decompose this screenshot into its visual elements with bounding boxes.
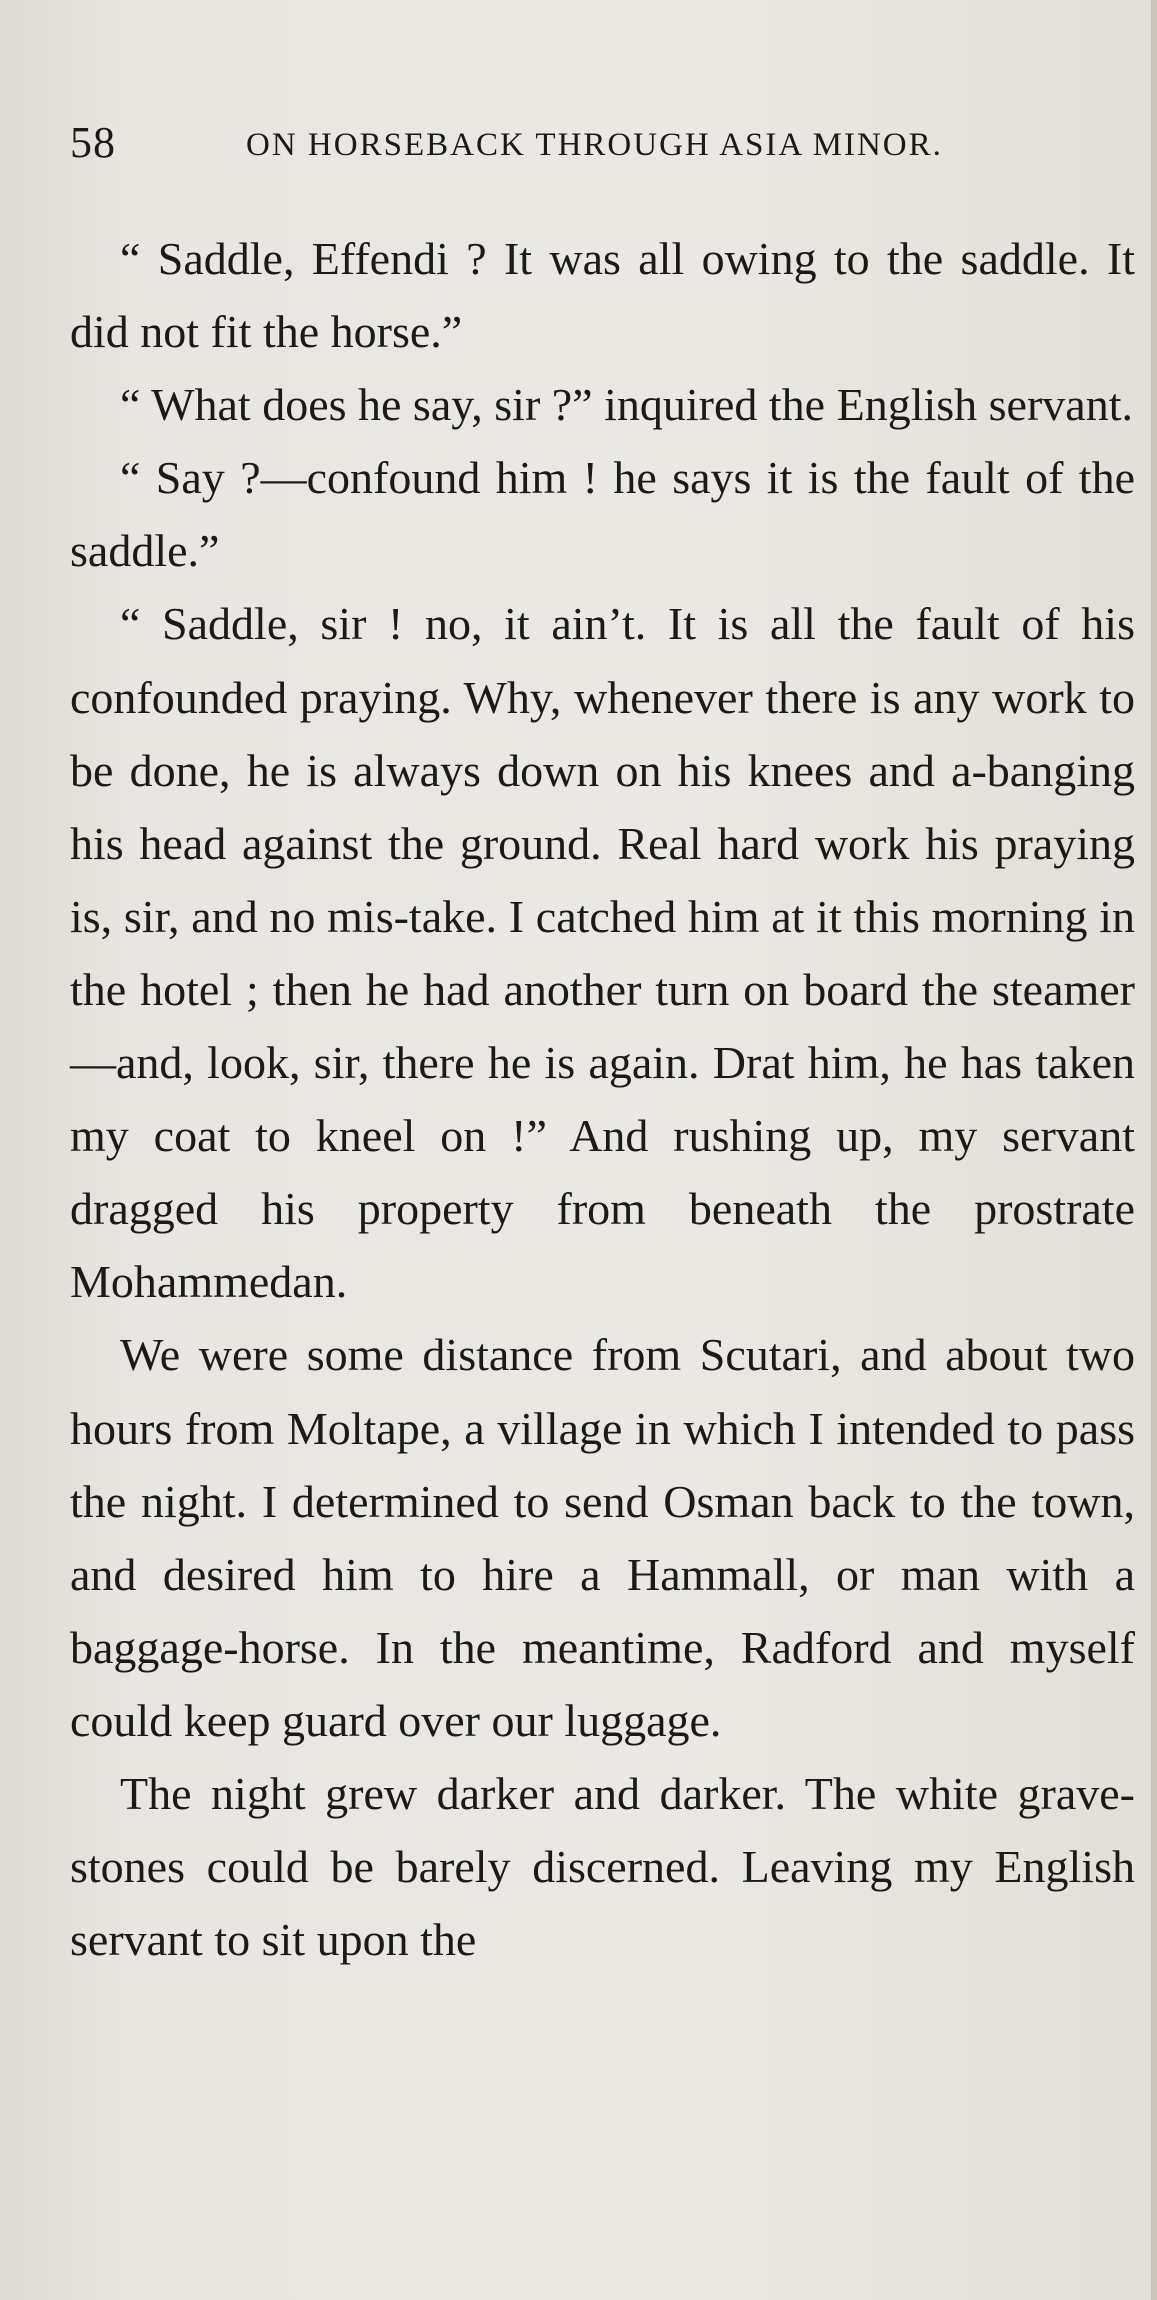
paragraph-2: “ What does he say, sir ?” inquired the English servant. xyxy=(120,379,1133,431)
paragraph-3: “ Say ?—confound him ! he says it is the fault of the saddle.” xyxy=(70,452,1135,577)
page-number: 58 xyxy=(70,118,116,167)
paragraph-4: “ Saddle, sir ! no, it ain’t. It is all the fault of his confounded praying. Why, whenever there is any work to be done, he is always down on his knees and a-banging his head against the ground. Real hard work his praying is, sir, and no mis-take. I catched him at it this morning in the hotel ; then he had another turn on board the steamer—and, look, sir, there he is again. Drat him, he has taken my coat to kneel on !” And rushing up, my servant dragged his property from beneath the prostrate Mohammedan. xyxy=(70,598,1135,1308)
paragraph-5: We were some distance from Scutari, and about two hours from Moltape, a village in which I intended to pass the night. I determined to send Osman back to the town, and desired him to hire a Hammall, or man with a baggage-horse. In the meantime, Radford and myself could keep guard over our luggage. xyxy=(70,1329,1135,1746)
paragraph-1: “ Saddle, Effendi ? It was all owing to the saddle. It did not fit the horse.” xyxy=(70,233,1135,358)
running-head xyxy=(70,118,1015,168)
page-edge-shadow xyxy=(1151,0,1157,2300)
running-title: ON HORSEBACK THROUGH ASIA MINOR. xyxy=(246,127,943,163)
body-text xyxy=(70,222,1135,1976)
paragraph-6: The night grew darker and darker. The white grave-stones could be barely discerned. Leaving my English servant to sit upon the xyxy=(70,1767,1135,1966)
